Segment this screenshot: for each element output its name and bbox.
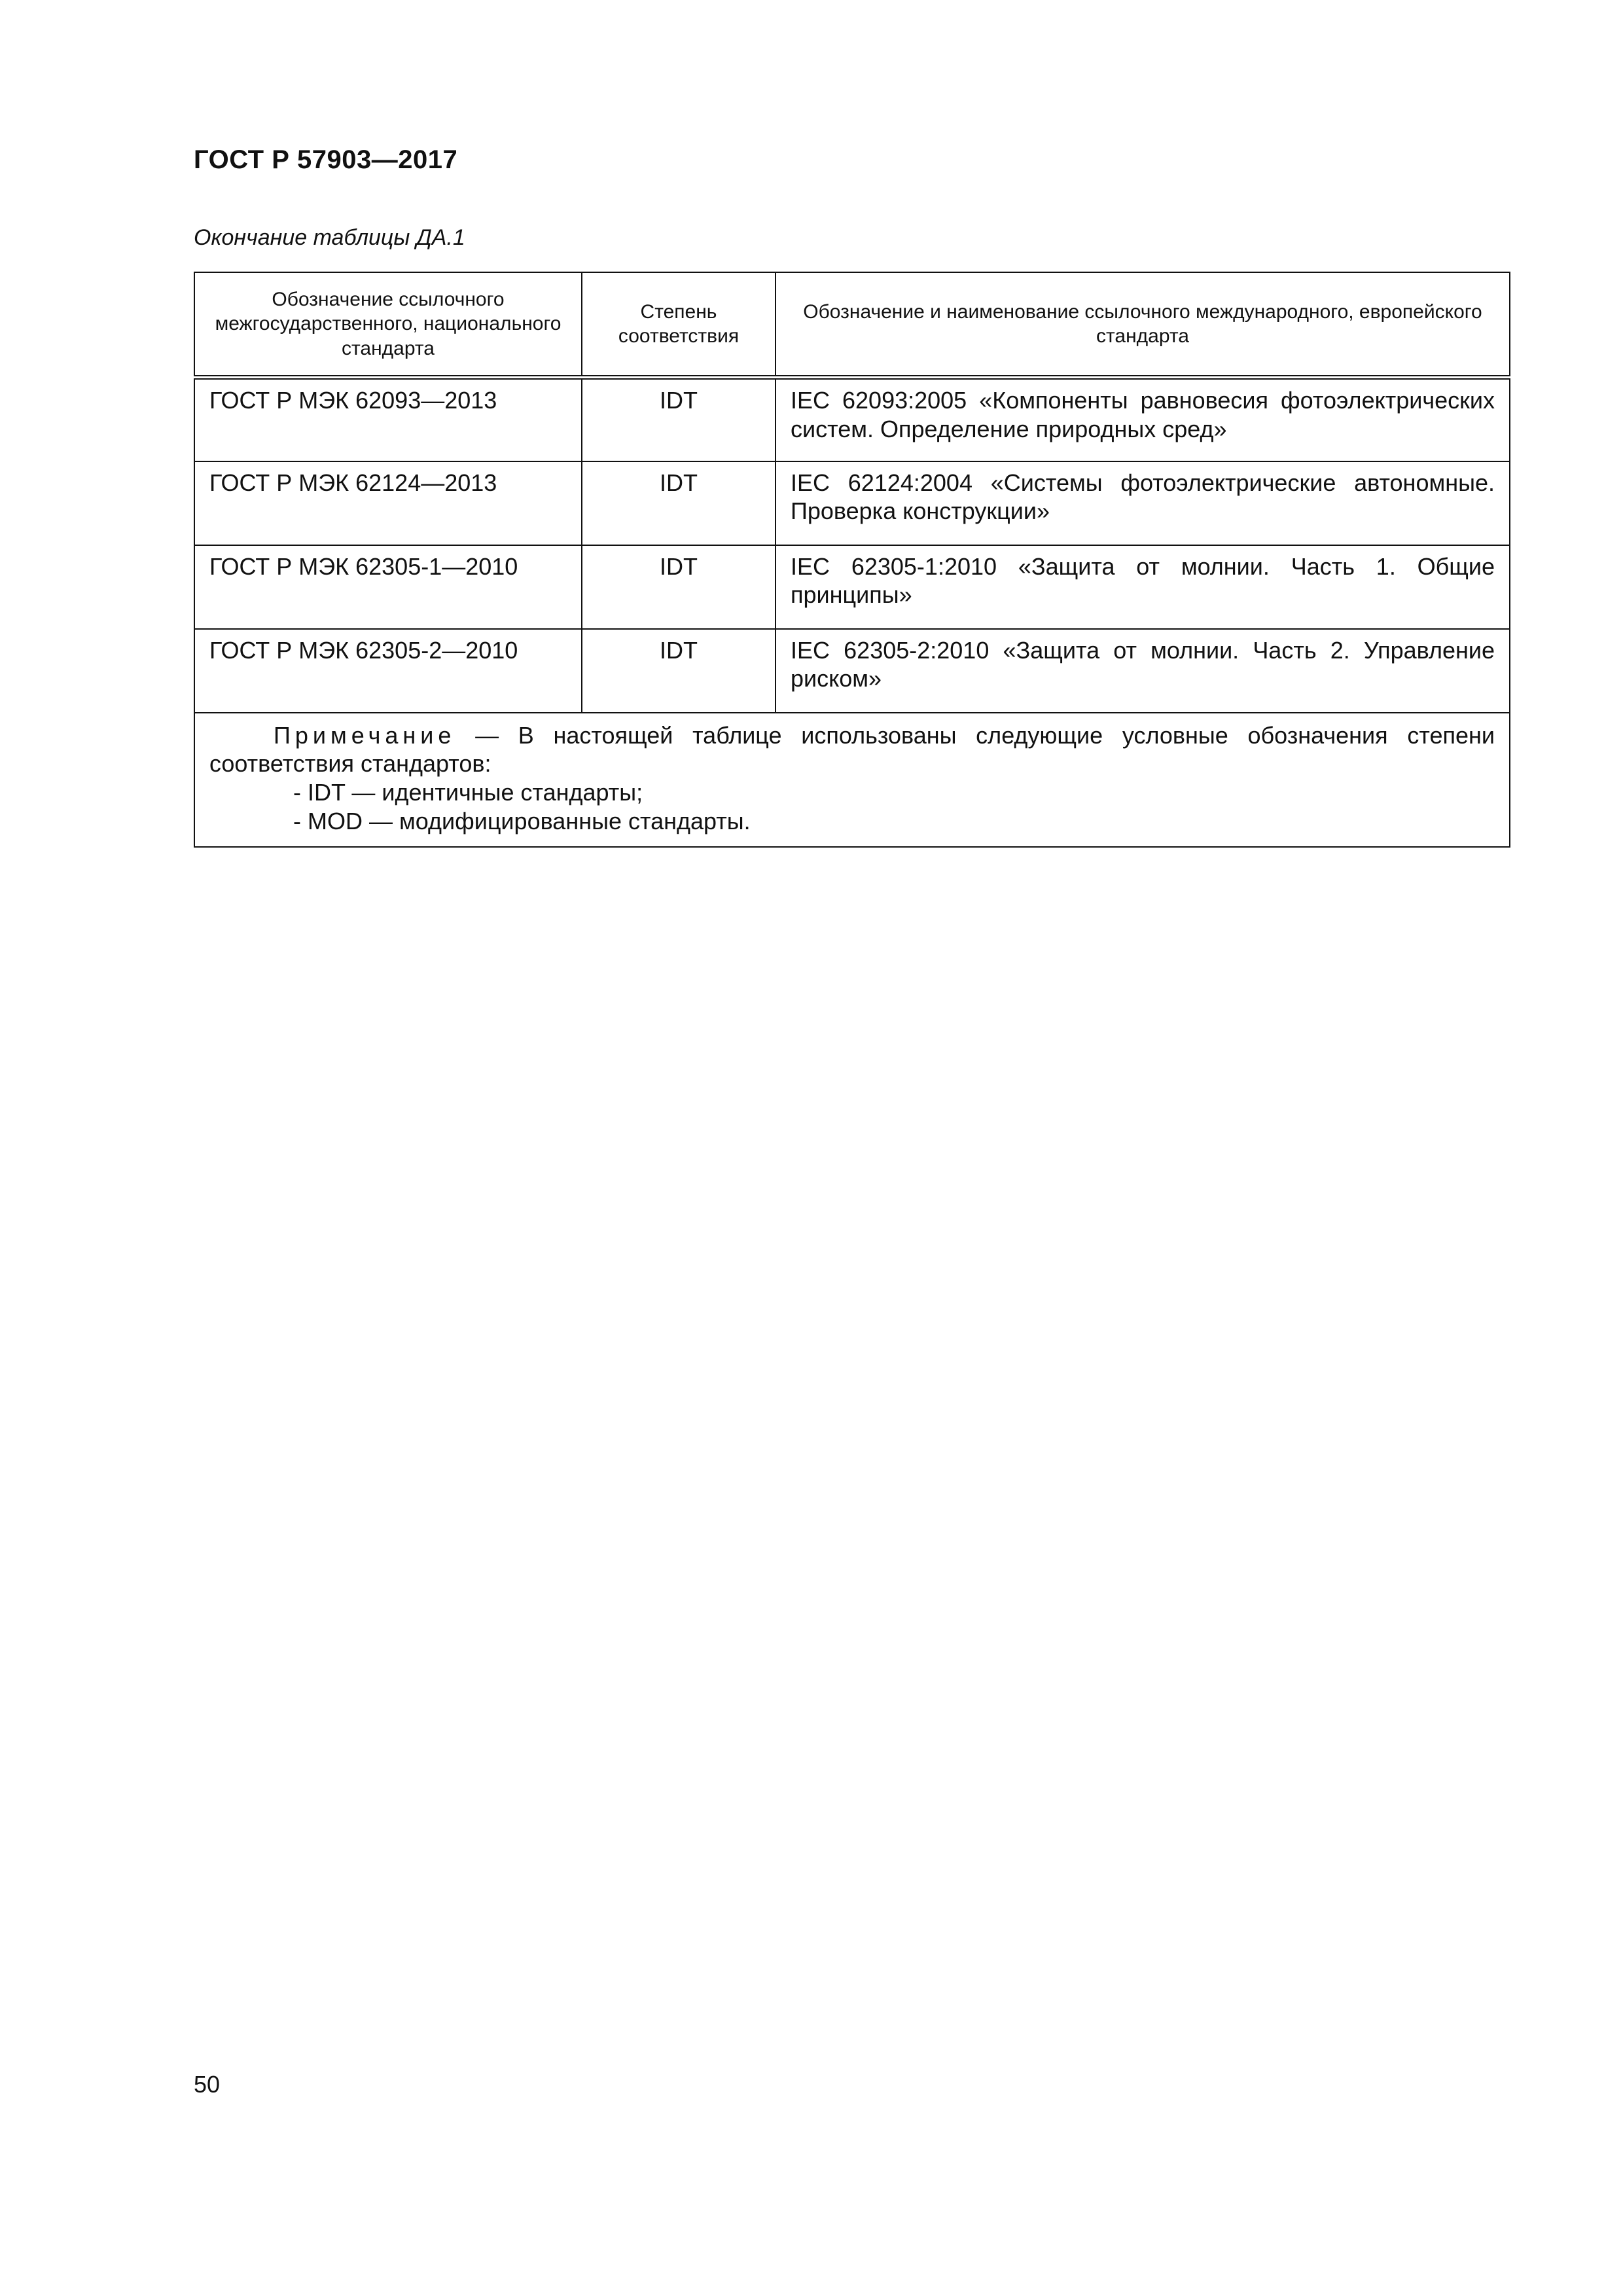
national-standard-cell: ГОСТ Р МЭК 62093—2013	[194, 378, 582, 461]
document-code-header: ГОСТ Р 57903—2017	[194, 145, 458, 174]
table-header-row	[194, 272, 1510, 378]
table-note-cell	[194, 713, 1510, 848]
note-text: — В настоящей таблице использованы следующие условные обозначения степени соответствия стандартов:	[209, 721, 1495, 778]
page-number: 50	[194, 2071, 221, 2098]
national-standard-cell: ГОСТ Р МЭК 62305-1—2010	[194, 545, 582, 629]
degree-cell: IDT	[582, 629, 776, 713]
degree-cell: IDT	[582, 545, 776, 629]
degree-cell: IDT	[582, 461, 776, 545]
table-row	[194, 461, 1510, 545]
table-note-row	[194, 713, 1510, 848]
international-standard-cell: IEC 62305-2:2010 «Защита от молнии. Часть 2. Управление риском»	[776, 629, 1510, 713]
international-standard-cell: IEC 62124:2004 «Системы фотоэлектрические автономные. Проверка конструкции»	[776, 461, 1510, 545]
note-list	[209, 778, 1495, 836]
column-header-national-standard: Обозначение ссылочного межгосударственного, национального стандарта	[194, 272, 582, 378]
column-header-international-standard: Обозначение и наименование ссылочного международного, европейского стандарта	[776, 272, 1510, 378]
table-row	[194, 378, 1510, 461]
standards-correspondence-table	[194, 272, 1510, 848]
note-label: Примечание	[274, 721, 456, 749]
degree-cell: IDT	[582, 378, 776, 461]
national-standard-cell: ГОСТ Р МЭК 62124—2013	[194, 461, 582, 545]
list-item: - MOD — модифицированные стандарты.	[293, 807, 1495, 836]
table-caption: Окончание таблицы ДА.1	[194, 225, 465, 250]
table-row	[194, 545, 1510, 629]
international-standard-cell: IEC 62093:2005 «Компоненты равновесия фотоэлектрических систем. Определение природных сред»	[776, 378, 1510, 461]
table-row	[194, 629, 1510, 713]
list-item: - IDT — идентичные стандарты;	[293, 778, 1495, 807]
column-header-degree: Степень соответствия	[582, 272, 776, 378]
international-standard-cell: IEC 62305-1:2010 «Защита от молнии. Часть 1. Общие принципы»	[776, 545, 1510, 629]
note-paragraph	[209, 721, 1495, 779]
national-standard-cell: ГОСТ Р МЭК 62305-2—2010	[194, 629, 582, 713]
